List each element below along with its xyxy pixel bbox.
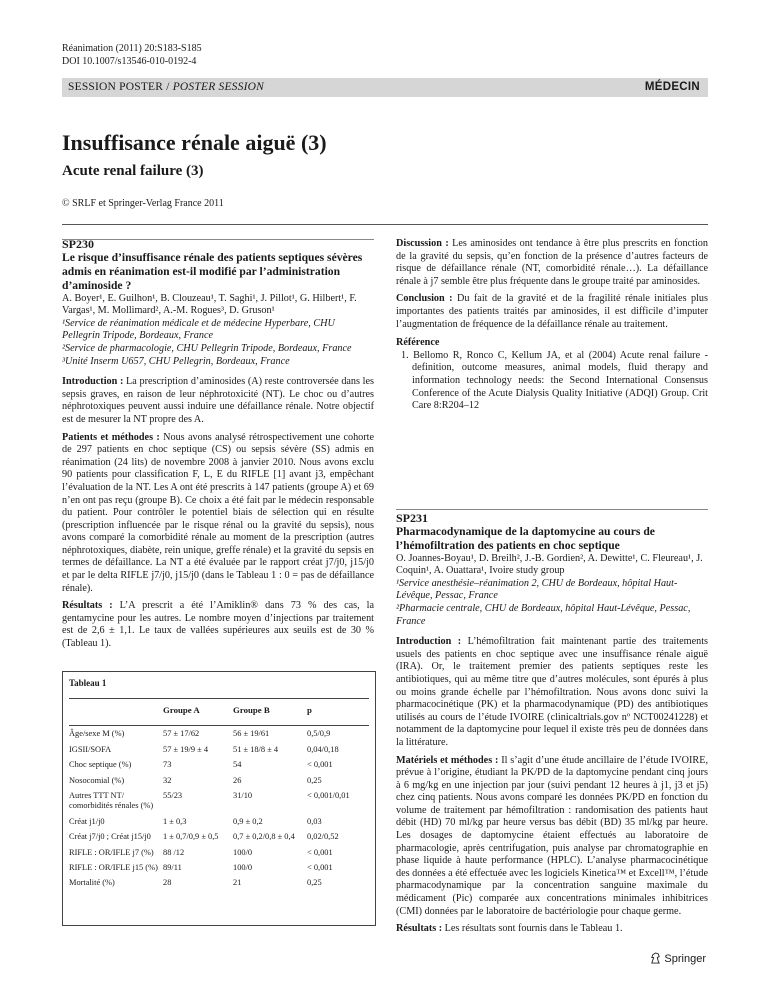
session-label: SESSION POSTER / POSTER SESSION	[68, 81, 264, 93]
table-cell: 0,04/0,18	[307, 744, 339, 754]
table-cell: Mortalité (%)	[69, 878, 115, 888]
table-cell: 0,9 ± 0,2	[233, 816, 263, 826]
results-paragraph: Résultats : L’A prescrit a été l’Amiklin® dans 73 % des cas, la gentamycine pour les autres. Le nombre moyen d’injections par traitement est de 2,6 ± 1,1. Le taux de vallées supérieures aux seuils est de 30 % (Tableau 1).	[62, 600, 374, 650]
table-cell: 0,25	[307, 775, 322, 785]
reference-heading: Référence	[396, 337, 440, 349]
abstract-sp230	[62, 238, 374, 656]
affiliation: ²Service de pharmacologie, CHU Pellegrin Tripode, Bordeaux, France	[62, 342, 352, 354]
results-paragraph: Résultats : Les résultats sont fournis dans le Tableau 1.	[396, 923, 623, 935]
column-rule	[396, 509, 708, 510]
table-cell: 1 ± 0,3	[163, 816, 187, 826]
table-cell: 28	[163, 878, 172, 888]
doi: DOI 10.1007/s13546-010-0192-4	[62, 55, 197, 67]
table-header-row	[69, 699, 369, 726]
table-cell: Créat j1/j0	[69, 816, 105, 826]
discussion-paragraph: Discussion : Les aminosides ont tendance à être plus prescrits en fonction de la gravité du sepsis, qu’en fonction de la présence d’autres facteurs de risque de défaillance rénale (NT, comorbidité rénale…). La défaillance rénale à j7 semble être plus fréquente dans le groupe traité par aminosides.	[396, 238, 708, 287]
table-cell: 73	[163, 760, 172, 770]
table-cell: < 0,001	[307, 847, 333, 857]
table-header-cell: Groupe A	[163, 699, 233, 726]
data-table	[69, 698, 369, 891]
abstract-authors: A. Boyer¹, E. Guilhon¹, B. Clouzeau¹, T. Saghi¹, J. Pillot¹, G. Hilbert¹, F. Vargas¹, M. Mollimard², A.-M. Rogues³, D. Gruson¹	[62, 292, 357, 317]
methods-paragraph: Patients et méthodes : Nous avons analysé rétrospectivement une cohorte de 297 patients en choc septique (CS) ou sepsis sévère (SS) admis en réanimation (24 lits) de novembre 2008 à janvier 2010. Nous avons exclu 90 patients pour classification F, L, E du RIFLE [1] avant j3, empêchant l’évaluation de la NT. Les A ont été prescrits à 147 patients (groupe A) et 69 n’en ont pas reçu (groupe B). Ce choix a été fait par le médecin responsable du patient. Pour contrôler le potentiel biais de sélection qui en résulte (prescription influencée par le risque rénal ou la gravité du sepsis), nous avons comparé la comorbidité rénale au moment de la prescription (autres néphrotoxiques, diabète, rein unique, greffe rénale) et la gravité du sepsis en termes de défaillance. La NT a été évaluée par le rapport créat j7/j0, j15/j0 et par le delta RIFLE j7/j0, j15/j0 (dans le Tableau 1 : 0 = pas de défaillance rénale).	[62, 431, 374, 594]
affiliation: ¹Service anesthésie–réanimation 2, CHU de Bordeaux, hôpital Haut-Lévêque, Pessac, France	[396, 577, 678, 602]
table-cell: 54	[233, 760, 242, 770]
table-cell: < 0,001	[307, 863, 333, 873]
introduction-paragraph: Introduction : L’hémofiltration fait maintenant partie des traitements usuels des patients en choc septique avec une insuffisance rénale aiguë (IRA). Or, le traitement premier des patients septiques reste les antibiotiques, qui au même titre que d’autres molécules, sont épurés à plus ou moins grande échelle par l’hémofiltration. Nous avons donc suivi la pharmacocinétique (PK) et la pharmacodynamique (PD) des antibiotiques utilisés au cours de l’étude IVOIRE (clinicaltrials.gov nº NCT00241228) et notamment de la daptomycine pour lequel il existe très peu de données dans la littérature.	[396, 636, 709, 748]
table-header-cell: p	[307, 699, 369, 726]
abstract-sp231	[396, 512, 708, 941]
table-row	[69, 845, 369, 860]
conclusion-paragraph: Conclusion : Du fait de la gravité et de la fragilité rénale initiales plus importantes des patients traités par aminosides, il est difficile d’imputer l’augmentation de fréquence de la défaillance rénale au traitement.	[396, 293, 708, 330]
table-cell: 0,25	[307, 878, 322, 888]
table-cell: 32	[163, 775, 172, 785]
table-cell: 0,03	[307, 816, 322, 826]
springer-chess-knight-icon	[650, 952, 661, 964]
affiliation: ³Unité Inserm U657, CHU Pellegrin, Bordeaux, France	[62, 355, 290, 367]
table-cell: 51 ± 18/8 ± 4	[233, 744, 279, 754]
table-row	[69, 860, 369, 875]
introduction-paragraph: Introduction : La prescription d’aminosides (A) reste controversée dans les sepsis graves, en raison de leur néphrotoxicité (NT). Le choc ou d’autres néphrotoxiques peuvent aussi induire une défaillance rénale. Notre objectif est de mesurer la NT propre des A.	[62, 376, 374, 425]
table-cell: Autres TTT NT/ comorbidités rénales (%)	[69, 791, 154, 811]
table-cell: Âge/sexe M (%)	[69, 729, 125, 739]
publisher-name: Springer	[664, 953, 706, 965]
table-cell: 0,02/0,52	[307, 832, 339, 842]
table-cell: 56 ± 19/61	[233, 729, 270, 739]
table-row	[69, 742, 369, 757]
journal-citation: Réanimation (2011) 20:S183-S185	[62, 43, 202, 54]
table-row	[69, 788, 369, 814]
table-cell: 0,7 ± 0,2/0,8 ± 0,4	[233, 832, 295, 842]
methods-paragraph: Matériels et méthodes : Il s’agit d’une étude ancillaire de l’étude IVOIRE, prévue à l’origine, étudiant la PK/PD de la daptomycine pendant cinq jours à 6 mg/kg en une injection par jour (suivi pendant 12 heures à j1, j3 et j5) chez cinq patients. Nous avons comparé les données PK/PD en fonction du volume de traitement par hémofiltration : randomisation des patients haut débit (HD) 70 ml/kg par heure versus bas débit (BD) 35 ml/kg par heure. Les dosages de daptomycine étaient effectués au laboratoire de pharmacologie, après centrifugation, puis analyse par chromatographie en phase liquide à haute performance (HPLC). L’analyse pharmacocinétique des données a été effectuée avec les logiciels Kinetica™ et Excell™, l’étude pharmacodynamique par la concentration sanguine maximale du médicament (Pic) comparée aux concentrations minimales inhibitrices (CMI) données par le laboratoire de bactériologie pour chaque germe.	[396, 754, 708, 917]
table-cell: 100/0	[233, 847, 253, 857]
table-cell: Créat j7/j0 ; Créat j15/j0	[69, 832, 151, 842]
table-cell: 0,5/0,9	[307, 729, 331, 739]
page-title: Insuffisance rénale aiguë (3)	[62, 130, 327, 155]
page-subtitle: Acute renal failure (3)	[62, 163, 204, 179]
table-title: Tableau 1	[69, 678, 107, 688]
section-label: MÉDECIN	[644, 81, 700, 93]
table-cell: < 0,001/0,01	[307, 791, 350, 801]
table-cell: 21	[233, 878, 242, 888]
divider	[62, 224, 708, 225]
table-row	[69, 773, 369, 788]
copyright: © SRLF et Springer-Verlag France 2011	[62, 198, 224, 209]
table-cell: 55/23	[163, 791, 183, 801]
table-cell: Nosocomial (%)	[69, 775, 125, 785]
table-cell: IGSII/SOFA	[69, 744, 112, 754]
abstract-sp230-continued	[396, 238, 708, 413]
session-band	[62, 78, 708, 97]
table-cell: 57 ± 17/62	[163, 729, 200, 739]
abstract-id: SP231	[396, 511, 429, 525]
table-header-cell: Groupe B	[233, 699, 307, 726]
table-row	[69, 875, 369, 890]
abstract-title: Le risque d’insuffisance rénale des patients septiques sévères admis en réanimation est-il modifié par l’administration d’aminoside ?	[62, 250, 363, 292]
table-cell: Choc septique (%)	[69, 760, 132, 770]
table-cell: RIFLE : OR/IFLE j15 (%)	[69, 863, 158, 873]
abstract-id: SP230	[62, 237, 95, 251]
abstract-authors: O. Joannes-Boyau¹, D. Breilh², J.-B. Gordien², A. Dewitte¹, C. Fleureau¹, J. Coquin¹, A. Ouattara¹, Ivoire study group	[396, 552, 703, 577]
journal-header	[62, 43, 202, 68]
table-cell: 57 ± 19/9 ± 4	[163, 744, 209, 754]
abstract-title: Pharmacodynamique de la daptomycine au cours de l’hémofiltration des patients en choc septique	[396, 524, 655, 552]
publisher-logo	[650, 952, 706, 965]
table-row	[69, 829, 369, 844]
table-cell: 88 /12	[163, 847, 185, 857]
affiliation: ²Pharmacie centrale, CHU de Bordeaux, hôpital Haut-Lévêque, Pessac, France	[396, 602, 691, 627]
affiliation: ¹Service de réanimation médicale et de médecine Hyperbare, CHU Pellegrin Tripode, Bordeaux, France	[62, 317, 335, 342]
reference-item: 1. Bellomo R, Ronco C, Kellum JA, et al (2004) Acute renal failure - definition, outcome measures, animal models, fluid therapy and information technology needs: the Second International Consensus Conference of the Acute Dialysis Quality Initiative (ADQI) Group. Crit Care 8:R204–12	[401, 349, 708, 412]
table-row	[69, 726, 369, 742]
table-cell: 31/10	[233, 791, 253, 801]
table-cell: 26	[233, 775, 242, 785]
table-cell: < 0,001	[307, 760, 333, 770]
table-row	[69, 814, 369, 829]
table-header-cell	[69, 699, 163, 726]
table-cell: 1 ± 0,7/0,9 ± 0,5	[163, 832, 219, 842]
table-row	[69, 757, 369, 772]
table-cell: 100/0	[233, 863, 253, 873]
table-1	[62, 671, 376, 926]
table-cell: 89/11	[163, 863, 182, 873]
table-cell: RIFLE : OR/IFLE j7 (%)	[69, 847, 154, 857]
